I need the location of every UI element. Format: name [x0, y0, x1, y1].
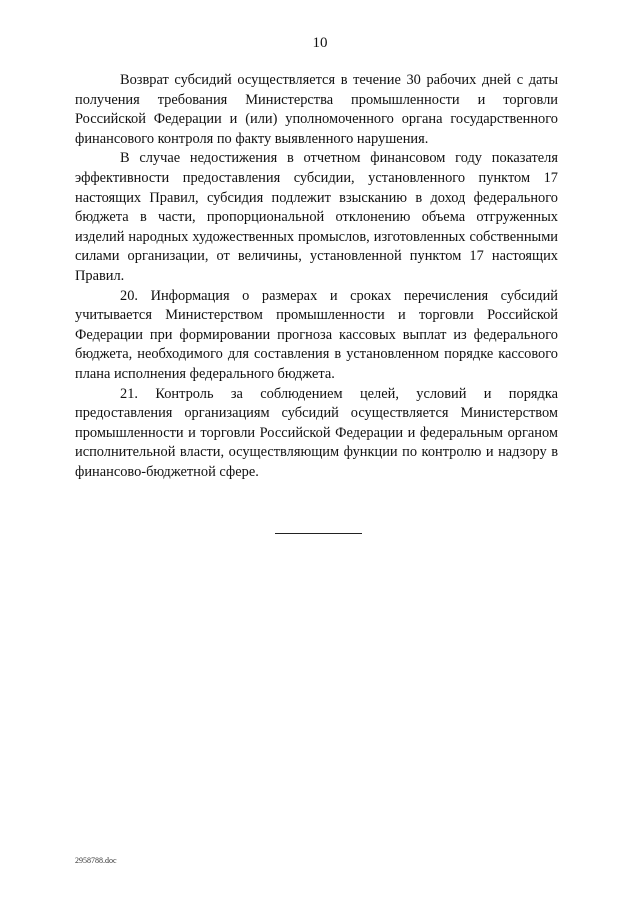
- paragraph-efficiency-shortfall: В случае недостижения в отчетном финансовом году показателя эффективности предоставления субсидии, установленного пунктом 17 настоящих Правил, субсидия подлежит взысканию в доход федерального бюджета в части, пропорциональной отклонению объема отгруженных изделий народных художественных промыслов, изготовленных собственными силами организации, от величины, установленной пунктом 17 настоящих Правил.: [75, 150, 558, 284]
- file-reference: 2958788.doc: [75, 856, 117, 865]
- document-body: [75, 71, 558, 482]
- paragraph-subsidy-return: Возврат субсидий осуществляется в течение 30 рабочих дней с даты получения требования Министерства промышленности и торговли Российской Федерации и (или) уполномоченного органа государственного финансового контроля по факту выявленного нарушения.: [75, 72, 558, 147]
- page-number: 10: [312, 35, 328, 51]
- paragraph-item-21: 21. Контроль за соблюдением целей, условий и порядка предоставления организациям субсидий осуществляется Министерством промышленности и торговли Российской Федерации и федеральным органом исполнительной власти, осуществляющим функции по контролю и надзору в финансово-бюджетной сфере.: [75, 385, 558, 480]
- paragraph-item-20: 20. Информация о размерах и сроках перечисления субсидий учитывается Министерством промышленности и торговли Российской Федерации при формировании прогноза кассовых выплат из федерального бюджета, необходимого для составления в установленном порядке кассового плана исполнения федерального бюджета.: [75, 287, 558, 382]
- end-divider: [275, 533, 362, 534]
